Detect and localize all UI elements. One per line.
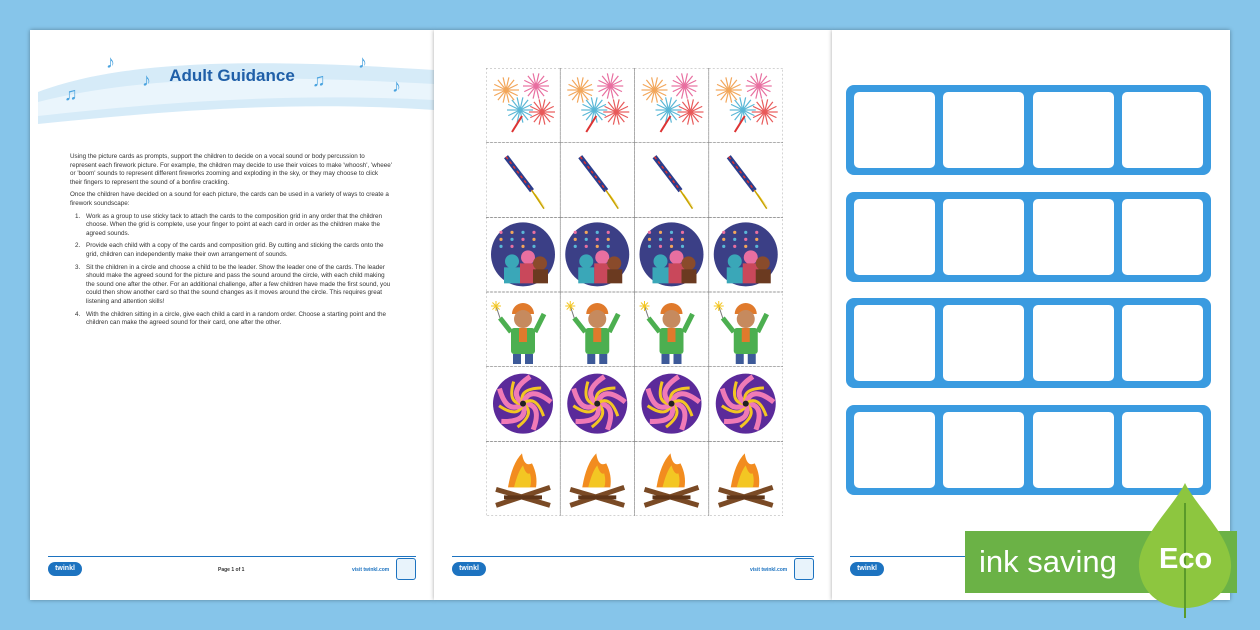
ways-paragraph: Once the children have decided on a sound for each picture, the cards can be used in a variety of ways to create a firework soundscape: xyxy=(70,191,389,207)
grid-slot[interactable] xyxy=(1033,92,1114,168)
grid-row xyxy=(846,405,1211,495)
fireworks-burst-icon xyxy=(716,73,778,132)
bonfire-icon xyxy=(719,453,773,505)
grid-slot[interactable] xyxy=(1122,305,1203,381)
steps-list xyxy=(70,213,392,328)
footer-link[interactable]: visit twinkl.com xyxy=(352,567,390,573)
grid-slot[interactable] xyxy=(854,305,935,381)
picture-card xyxy=(560,367,634,442)
picture-card xyxy=(709,441,783,516)
step-item: 4. With the children sitting in a circle, give each child a card in a random order. Choose a starting point and the children can make the agreed sound for their card, one after the other. xyxy=(82,311,392,328)
child-with-sparkler-icon xyxy=(565,301,618,364)
crowd-watching-icon xyxy=(714,222,778,286)
child-with-sparkler-icon xyxy=(640,301,693,364)
picture-card xyxy=(709,143,783,218)
twinkl-logo: twinkl xyxy=(48,562,82,576)
guidance-page xyxy=(30,30,434,600)
grid-slot[interactable] xyxy=(1033,199,1114,275)
grid-slot[interactable] xyxy=(1122,199,1203,275)
grid-slot[interactable] xyxy=(1122,412,1203,488)
grid-slot[interactable] xyxy=(854,199,935,275)
picture-card xyxy=(560,68,634,143)
music-note-icon: ♪ xyxy=(392,76,401,96)
grid-row xyxy=(846,192,1211,282)
grid-slot[interactable] xyxy=(1033,305,1114,381)
music-banner xyxy=(38,52,434,124)
catherine-wheel-icon xyxy=(567,374,627,434)
child-with-sparkler-icon xyxy=(714,301,767,364)
picture-card xyxy=(486,441,560,516)
catherine-wheel-icon xyxy=(493,374,553,434)
grid-slot[interactable] xyxy=(1122,92,1203,168)
fireworks-burst-icon xyxy=(642,73,704,132)
picture-card xyxy=(486,367,560,442)
catherine-wheel-icon xyxy=(642,374,702,434)
rocket-icon xyxy=(655,157,695,209)
bonfire-icon xyxy=(645,453,699,505)
footer-divider xyxy=(48,556,416,557)
page-title: Adult Guidance xyxy=(169,66,295,85)
music-note-icon: ♪ xyxy=(142,70,151,90)
fireworks-burst-icon xyxy=(567,73,629,132)
grid-slot[interactable] xyxy=(943,199,1024,275)
picture-card xyxy=(560,217,634,292)
music-note-icon: ♫ xyxy=(64,84,78,104)
rocket-icon xyxy=(729,157,769,209)
picture-card xyxy=(635,292,709,367)
picture-card xyxy=(635,367,709,442)
page-number: Page 1 of 1 xyxy=(218,567,245,573)
grid-slot[interactable] xyxy=(943,412,1024,488)
twinkl-logo: twinkl xyxy=(452,562,486,576)
quality-badge-icon xyxy=(794,558,814,580)
picture-card xyxy=(486,292,560,367)
picture-card xyxy=(709,292,783,367)
picture-card xyxy=(635,441,709,516)
picture-card xyxy=(560,292,634,367)
crowd-watching-icon xyxy=(491,222,555,286)
grid-slot[interactable] xyxy=(943,92,1024,168)
step-item: 1. Work as a group to use sticky tack to attach the cards to the composition grid in any order that the children choose. When the grid is complete, use your finger to point at each card in order as the children make the agreed sounds. xyxy=(82,213,392,239)
footer-divider xyxy=(452,556,814,557)
picture-card xyxy=(709,217,783,292)
quality-badge-icon xyxy=(396,558,416,580)
music-note-icon: ♪ xyxy=(358,52,367,72)
catherine-wheel-icon xyxy=(716,374,776,434)
step-item: 3. Sit the children in a circle and choose a child to be the leader. Show the leader one of the cards. The leader should make the agreed sound for the picture and pass the sound around the circle, with each child making the sound one after the other. For an additional challenge, after a few children have made the first sound, you could then show another card so that the sound changes as it moves around the circle. This requires great listening and attention skills! xyxy=(82,264,392,307)
grid-slot[interactable] xyxy=(943,305,1024,381)
grid-slot[interactable] xyxy=(1033,412,1114,488)
picture-card xyxy=(486,143,560,218)
child-with-sparkler-icon xyxy=(491,301,544,364)
music-note-icon: ♫ xyxy=(312,70,326,90)
music-note-icon: ♪ xyxy=(106,52,115,72)
crowd-watching-icon xyxy=(565,222,629,286)
bonfire-icon xyxy=(570,453,624,505)
grid-row xyxy=(846,298,1211,388)
picture-cards-page xyxy=(434,30,832,600)
grid-slot[interactable] xyxy=(854,412,935,488)
intro-paragraph: Using the picture cards as prompts, support the children to decide on a vocal sound or body percussion to represent each firework picture. For example, the children may decide to use their voices to make 'whoosh', 'wheee' or 'boom' sounds to represent different fireworks zooming and exploding in the sky, or they may choose to click their fingers to represent the sound of a bonfire crackling. xyxy=(70,153,392,186)
footer-link[interactable]: visit twinkl.com xyxy=(750,567,788,573)
picture-card xyxy=(635,217,709,292)
rocket-icon xyxy=(506,157,546,209)
grid-slot[interactable] xyxy=(854,92,935,168)
picture-card xyxy=(560,143,634,218)
guidance-text xyxy=(70,153,392,332)
picture-card xyxy=(486,68,560,143)
step-item: 2. Provide each child with a copy of the cards and composition grid. By cutting and sticking the cards onto the grid, children can independently make their own arrangement of sounds. xyxy=(82,242,392,259)
eco-label: Eco xyxy=(1159,543,1213,575)
picture-card xyxy=(635,68,709,143)
rocket-icon xyxy=(580,157,620,209)
picture-card xyxy=(560,441,634,516)
picture-card xyxy=(635,143,709,218)
twinkl-logo: twinkl xyxy=(850,562,884,576)
ink-saving-label: ink saving xyxy=(979,544,1117,579)
fireworks-burst-icon xyxy=(493,73,555,132)
picture-card xyxy=(709,68,783,143)
picture-cards-sheet xyxy=(486,68,783,516)
crowd-watching-icon xyxy=(640,222,704,286)
grid-row xyxy=(846,85,1211,175)
picture-card xyxy=(486,217,560,292)
bonfire-icon xyxy=(496,453,550,505)
picture-card xyxy=(709,367,783,442)
